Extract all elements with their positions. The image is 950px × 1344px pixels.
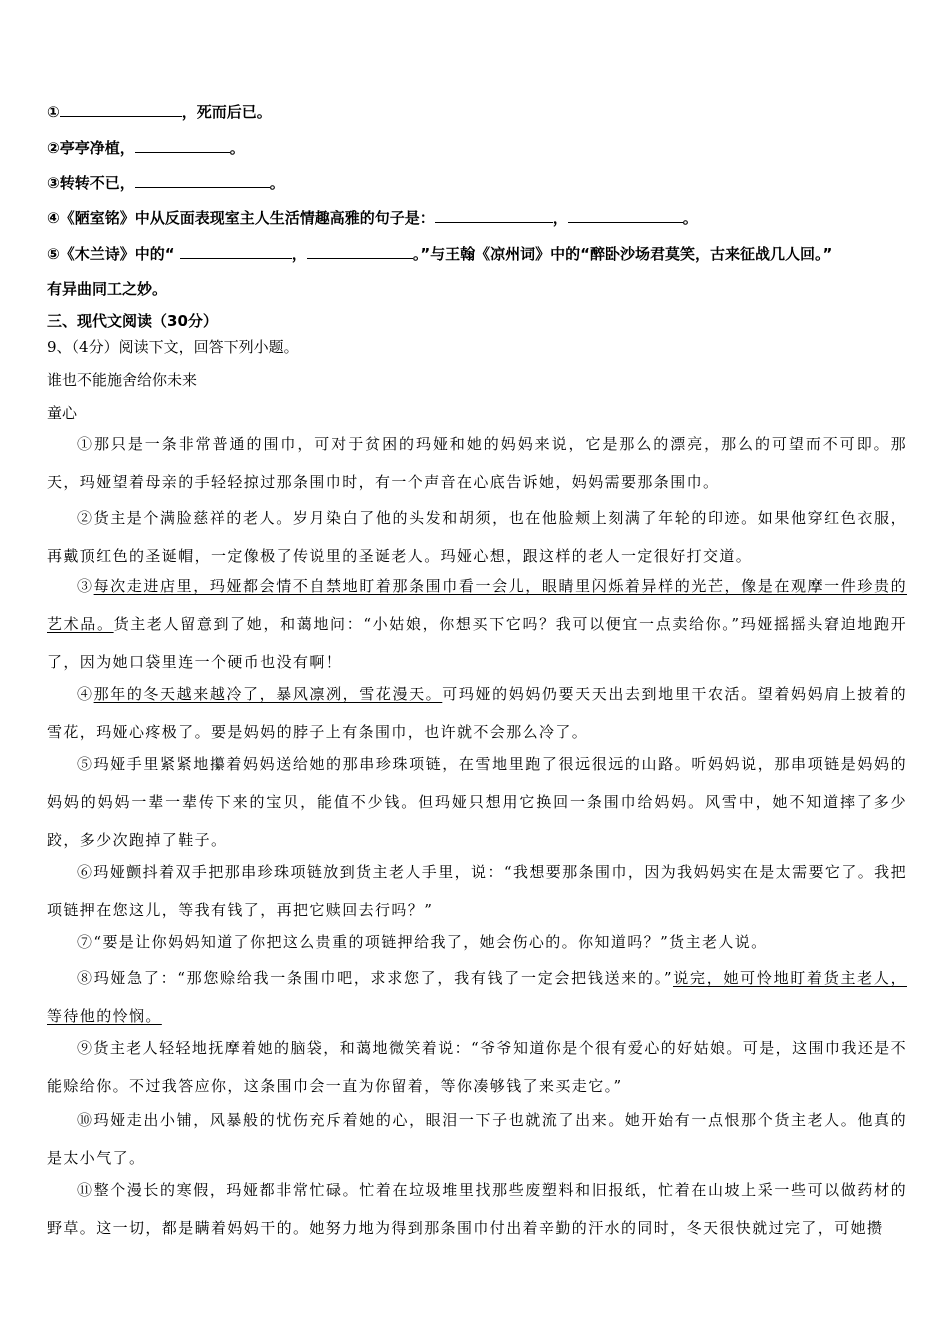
p8-text: ⑧玛娅急了：“那您赊给我一条围巾吧，求求您了，我有钱了一定会把钱送来的。” xyxy=(77,969,673,987)
p3-number: ③ xyxy=(77,577,94,595)
q1-text: ，死而后已。 xyxy=(181,103,272,121)
paragraph-7: ⑦“要是让你妈妈知道了你把这么贵重的项链押给我了，她会伤心的。你知道吗？”货主老人说。 xyxy=(77,933,768,951)
q2-end: 。 xyxy=(229,139,245,157)
paragraph-10: ⑩玛娅走出小铺，风暴般的忧伤充斥着她的心，眼泪一下子也就流了出来。她开始有一点恨那个货主老人。他真的是太小气了。 xyxy=(47,1111,907,1167)
answer-blank[interactable] xyxy=(307,244,413,259)
answer-blank[interactable] xyxy=(568,208,683,223)
q4-end: 。 xyxy=(682,209,698,227)
q2-text: ②亭亭净植， xyxy=(47,139,135,157)
q5-text: ⑤《木兰诗》中的“ xyxy=(47,245,180,263)
paragraph-9: ⑨货主老人轻轻地抚摩着她的脑袋，和蔼地微笑着说：“爷爷知道你是个很有爱心的好姑娘。可是，这围巾我还是不能赊给你。不过我答应你，这条围巾会一直为你留着，等你凑够钱了来买走它。” xyxy=(47,1039,907,1095)
q4-mid: ， xyxy=(552,209,568,227)
answer-blank[interactable] xyxy=(135,173,270,188)
q3-end: 。 xyxy=(269,174,285,192)
section-heading: 三、现代文阅读（30分） xyxy=(47,312,218,330)
paragraph-11: ⑪整个漫长的寒假，玛娅都非常忙碌。忙着在垃圾堆里找那些废塑料和旧报纸，忙着在山坡上采一些可以做药材的野草。这一切，都是瞒着妈妈干的。她努力地为得到那条围巾付出着辛勤的汗水的同时，冬天很快就过完了，可她攒 xyxy=(47,1181,907,1237)
fill-in-q2 xyxy=(47,137,245,158)
p8-underlined-sentence: 说完，她可怜地盯着货主老人，等待他的怜悯。 xyxy=(47,969,907,1025)
answer-blank[interactable] xyxy=(180,244,292,259)
q1-number: ① xyxy=(47,103,60,121)
p3-text: 货主老人留意到了她，和蔼地问：“小姑娘，你想买下它吗？我可以便宜一点卖给你。”玛娅摇摇头窘迫地跑开了，因为她口袋里连一个硬币也没有啊！ xyxy=(47,615,907,671)
question-prompt: 9、（4分）阅读下文，回答下列小题。 xyxy=(47,338,299,356)
paragraph-6: ⑥玛娅颤抖着双手把那串珍珠项链放到货主老人手里，说：“我想要那条围巾，因为我妈妈实在是太需要它了。我把项链押在您这儿，等我有钱了，再把它赎回去行吗？” xyxy=(47,863,907,919)
paragraph-5: ⑤玛娅手里紧紧地攥着妈妈送给她的那串珍珠项链，在雪地里跑了很远很远的山路。听妈妈说，那串项链是妈妈的妈妈的妈妈一辈一辈传下来的宝贝，能值不少钱。但玛娅只想用它换回一条围巾给妈妈。风雪中，她不知道摔了多少跤，多少次跑掉了鞋子。 xyxy=(47,755,907,849)
article-author: 童心 xyxy=(47,404,78,422)
answer-blank[interactable] xyxy=(135,138,230,153)
fill-in-q3 xyxy=(47,172,285,193)
paragraph-3 xyxy=(47,567,907,681)
fill-in-q1 xyxy=(47,101,272,122)
q3-text: ③转转不已， xyxy=(47,174,135,192)
p4-text: 可玛娅的妈妈仍要天天出去到地里干农活。望着妈妈肩上披着的雪花，玛娅心疼极了。要是妈妈的脖子上有条围巾，也许就不会那么冷了。 xyxy=(47,685,908,741)
fill-in-q5 xyxy=(47,243,832,264)
paragraph-2: ②货主是个满脸慈祥的老人。岁月染白了他的头发和胡须，也在他脸颊上刻满了年轮的印迹。如果他穿红色衣服，再戴顶红色的圣诞帽，一定像极了传说里的圣诞老人。玛娅心想，跟这样的老人一定很好打交道。 xyxy=(47,509,907,565)
p4-underlined-sentence: 那年的冬天越来越冷了，暴风凛冽，雪花漫天。 xyxy=(93,685,443,703)
paragraph-4 xyxy=(47,675,907,751)
p3-underlined-sentence: 每次走进店里，玛娅都会情不自禁地盯着那条围巾看一会儿，眼睛里闪烁着异样的光芒，像是在观摩一件珍贵的艺术品。 xyxy=(47,577,907,633)
paragraph-1: ①那只是一条非常普通的围巾，可对于贫困的玛娅和她的妈妈来说，它是那么的漂亮，那么的可望而不可即。那天，玛娅望着母亲的手轻轻掠过那条围巾时，有一个声音在心底告诉她，妈妈需要那条围巾。 xyxy=(47,435,907,491)
paragraph-8 xyxy=(47,959,907,1035)
answer-blank[interactable] xyxy=(60,102,182,117)
fill-in-q4 xyxy=(47,207,698,228)
q4-text: ④《陋室铭》中从反面表现室主人生活情趣高雅的句子是： xyxy=(47,209,435,227)
fill-in-q5-line2: 有异曲同工之妙。 xyxy=(47,280,168,298)
p4-number: ④ xyxy=(77,685,94,703)
answer-blank[interactable] xyxy=(435,208,553,223)
article-title: 谁也不能施舍给你未来 xyxy=(47,371,198,389)
q5-mid: ， xyxy=(291,245,307,263)
q5-after: 。”与王翰《凉州词》中的“醉卧沙场君莫笑，古来征战几人回。” xyxy=(412,245,833,263)
